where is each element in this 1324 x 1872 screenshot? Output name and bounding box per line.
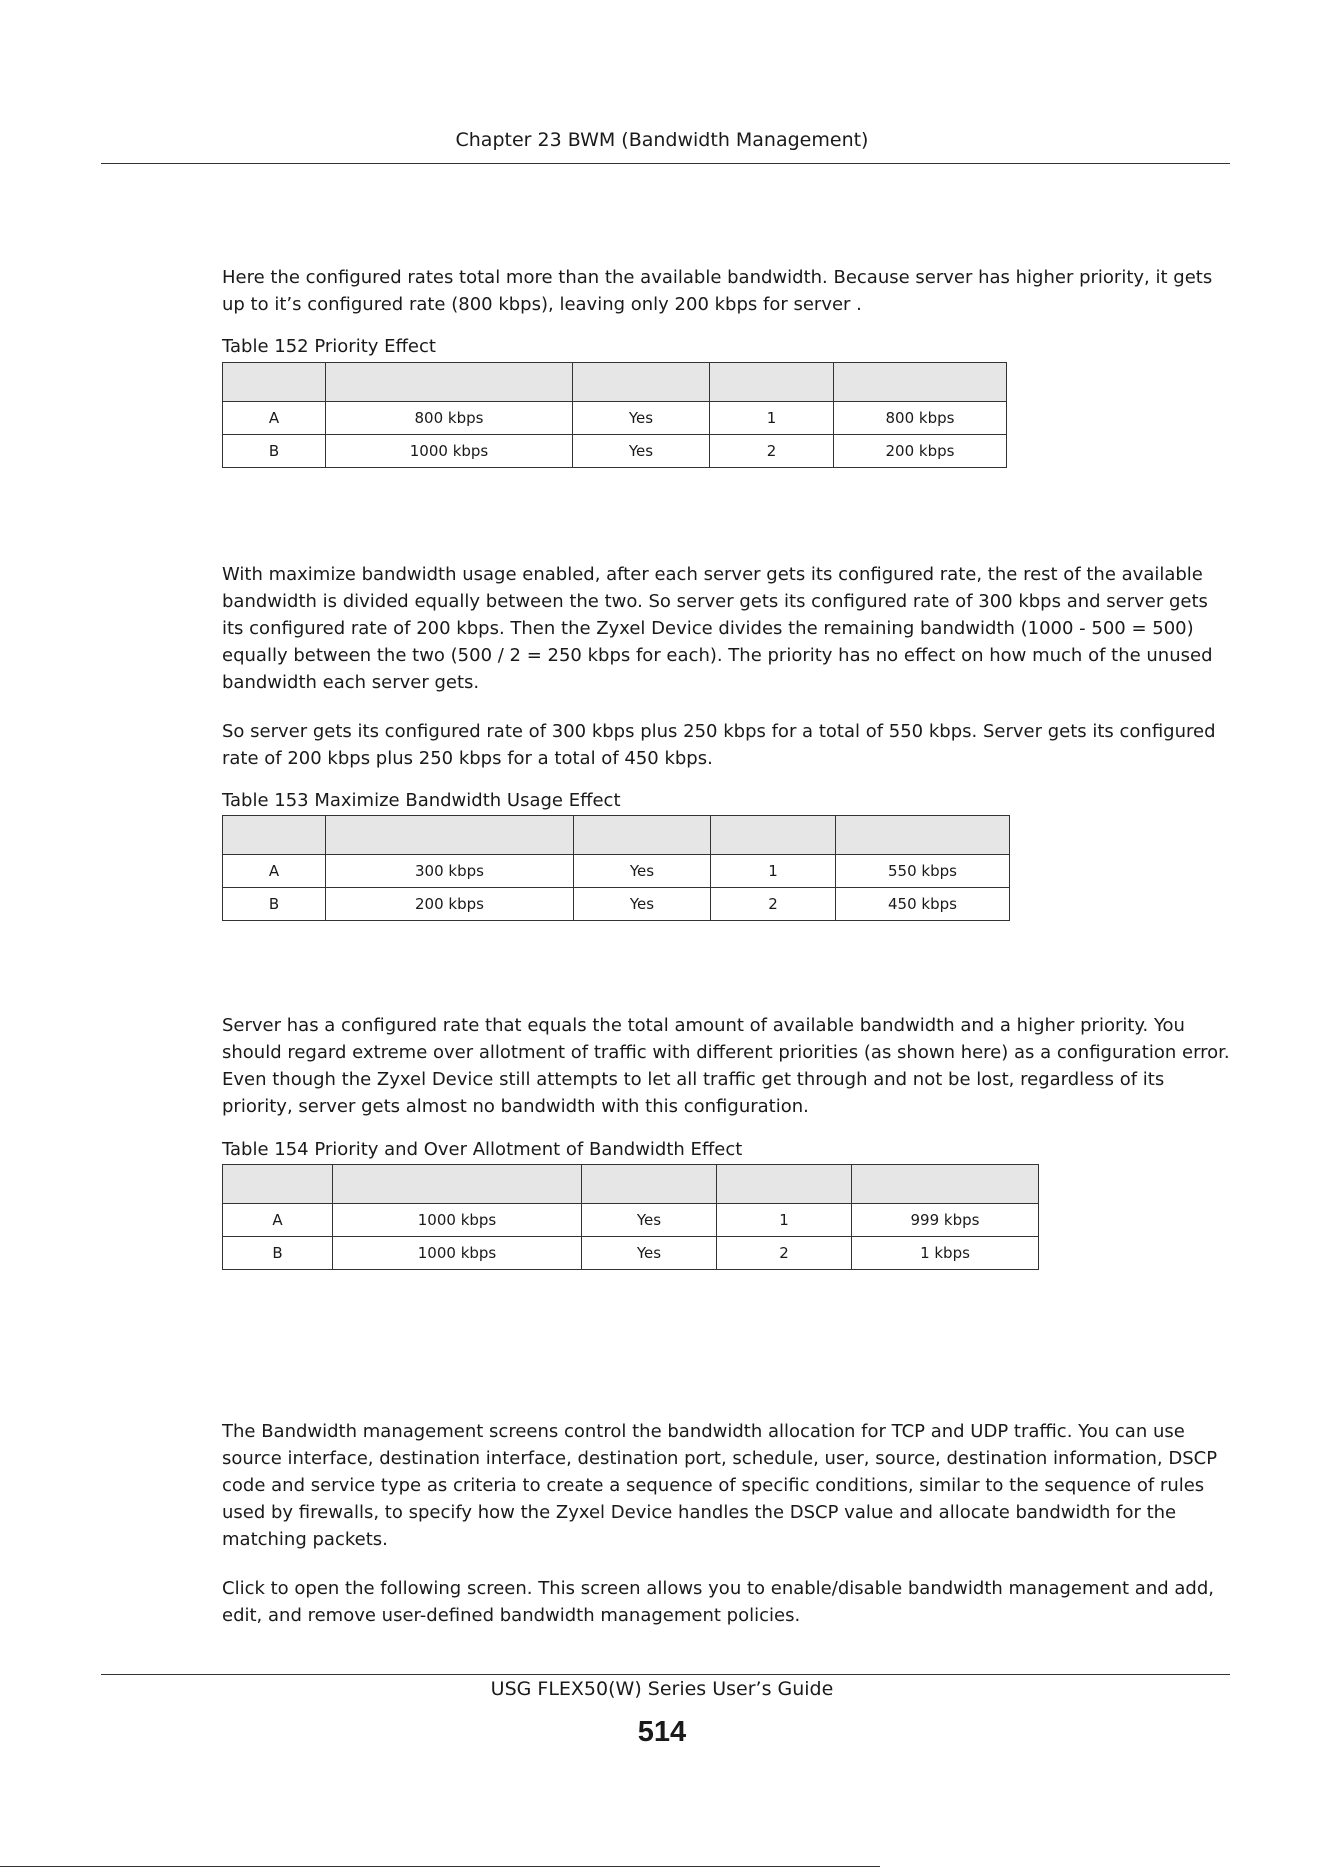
table-cell: B xyxy=(223,435,326,468)
table-header-row xyxy=(223,363,1007,402)
paragraph: The Bandwidth management screens control the bandwidth allocation for TCP and UDP traffic. You can use source interface, destination interface, destination port, schedule, user, source, destination information, DSCP code and service type as criteria to create a sequence of specific conditions, similar to the sequence of rules used by firewalls, to specify how the Zyxel Device handles the DSCP value and allocate bandwidth for the matching packets. xyxy=(222,1421,1218,1550)
page-number: 514 xyxy=(637,1716,687,1748)
table-cell: Yes xyxy=(573,435,710,468)
table-cell: 1 xyxy=(710,402,834,435)
table-row xyxy=(223,1237,1039,1270)
table-cell: Yes xyxy=(582,1237,717,1270)
table-cell: 2 xyxy=(717,1237,852,1270)
table-153-caption: Table 153 Maximize Bandwidth Usage Effect xyxy=(222,790,621,811)
table-cell: 550 kbps xyxy=(836,855,1010,888)
table-cell: 200 kbps xyxy=(326,888,574,921)
table-cell: 999 kbps xyxy=(852,1204,1039,1237)
section1-text xyxy=(222,264,1232,318)
table-cell: Yes xyxy=(574,855,711,888)
table-cell: B xyxy=(223,1237,333,1270)
section2-text xyxy=(222,561,1232,772)
table-154-caption: Table 154 Priority and Over Allotment of Bandwidth Effect xyxy=(222,1139,743,1160)
table-cell: 800 kbps xyxy=(326,402,573,435)
table-cell: 1 xyxy=(711,855,836,888)
bottom-edge-line xyxy=(0,1866,880,1867)
table-row xyxy=(223,402,1007,435)
paragraph: Click to open the following screen. This screen allows you to enable/disable bandwidth management and add, edit, and remove user-defined bandwidth management policies. xyxy=(222,1578,1214,1626)
table-cell: A xyxy=(223,855,326,888)
table-row xyxy=(223,855,1010,888)
table-cell: 2 xyxy=(711,888,836,921)
footer-divider xyxy=(101,1674,1230,1675)
table-row xyxy=(223,888,1010,921)
table-cell: 800 kbps xyxy=(834,402,1007,435)
table-152 xyxy=(222,362,1007,468)
table-cell: 2 xyxy=(710,435,834,468)
section4-text xyxy=(222,1418,1232,1629)
table-cell: 200 kbps xyxy=(834,435,1007,468)
table-cell: 1000 kbps xyxy=(333,1237,582,1270)
paragraph: So server gets its configured rate of 300 kbps plus 250 kbps for a total of 550 kbps. Server gets its configured rate of 200 kbps plus 250 kbps for a total of 450 kbps. xyxy=(222,721,1216,769)
table-cell: A xyxy=(223,402,326,435)
table-cell: A xyxy=(223,1204,333,1237)
table-cell: Yes xyxy=(574,888,711,921)
table-cell: 1000 kbps xyxy=(326,435,573,468)
table-row xyxy=(223,435,1007,468)
table-cell: 450 kbps xyxy=(836,888,1010,921)
table-152-caption: Table 152 Priority Effect xyxy=(222,336,436,357)
paragraph: With maximize bandwidth usage enabled, after each server gets its configured rate, the rest of the available bandwidth is divided equally between the two. So server gets its configured rate of 300 kbps and server gets its configured rate of 200 kbps. Then the Zyxel Device divides the remaining bandwidth (1000 - 500 = 500) equally between the two (500 / 2 = 250 kbps for each). The priority has no effect on how much of the unused bandwidth each server gets. xyxy=(222,564,1213,693)
paragraph: Server has a configured rate that equals the total amount of available bandwidth and a higher priority. You should regard extreme over allotment of traffic with different priorities (as shown here) as a configuration error. Even though the Zyxel Device still attempts to let all traffic get through and not be lost, regardless of its priority, server gets almost no bandwidth with this configuration. xyxy=(222,1015,1230,1117)
table-cell: 1 kbps xyxy=(852,1237,1039,1270)
guide-title: USG FLEX50(W) Series User’s Guide xyxy=(490,1678,834,1700)
table-153 xyxy=(222,815,1010,921)
table-cell: 1000 kbps xyxy=(333,1204,582,1237)
paragraph: Here the configured rates total more than the available bandwidth. Because server has higher priority, it gets up to it’s configured rate (800 kbps), leaving only 200 kbps for server . xyxy=(222,267,1213,315)
chapter-header: Chapter 23 BWM (Bandwidth Management) xyxy=(455,129,869,151)
table-cell: B xyxy=(223,888,326,921)
table-row xyxy=(223,1204,1039,1237)
section3-text xyxy=(222,1012,1232,1120)
table-cell: Yes xyxy=(573,402,710,435)
table-cell: 1 xyxy=(717,1204,852,1237)
header-divider xyxy=(101,163,1230,164)
table-154 xyxy=(222,1164,1039,1270)
table-cell: 300 kbps xyxy=(326,855,574,888)
table-header-row xyxy=(223,1165,1039,1204)
table-header-row xyxy=(223,816,1010,855)
table-cell: Yes xyxy=(582,1204,717,1237)
